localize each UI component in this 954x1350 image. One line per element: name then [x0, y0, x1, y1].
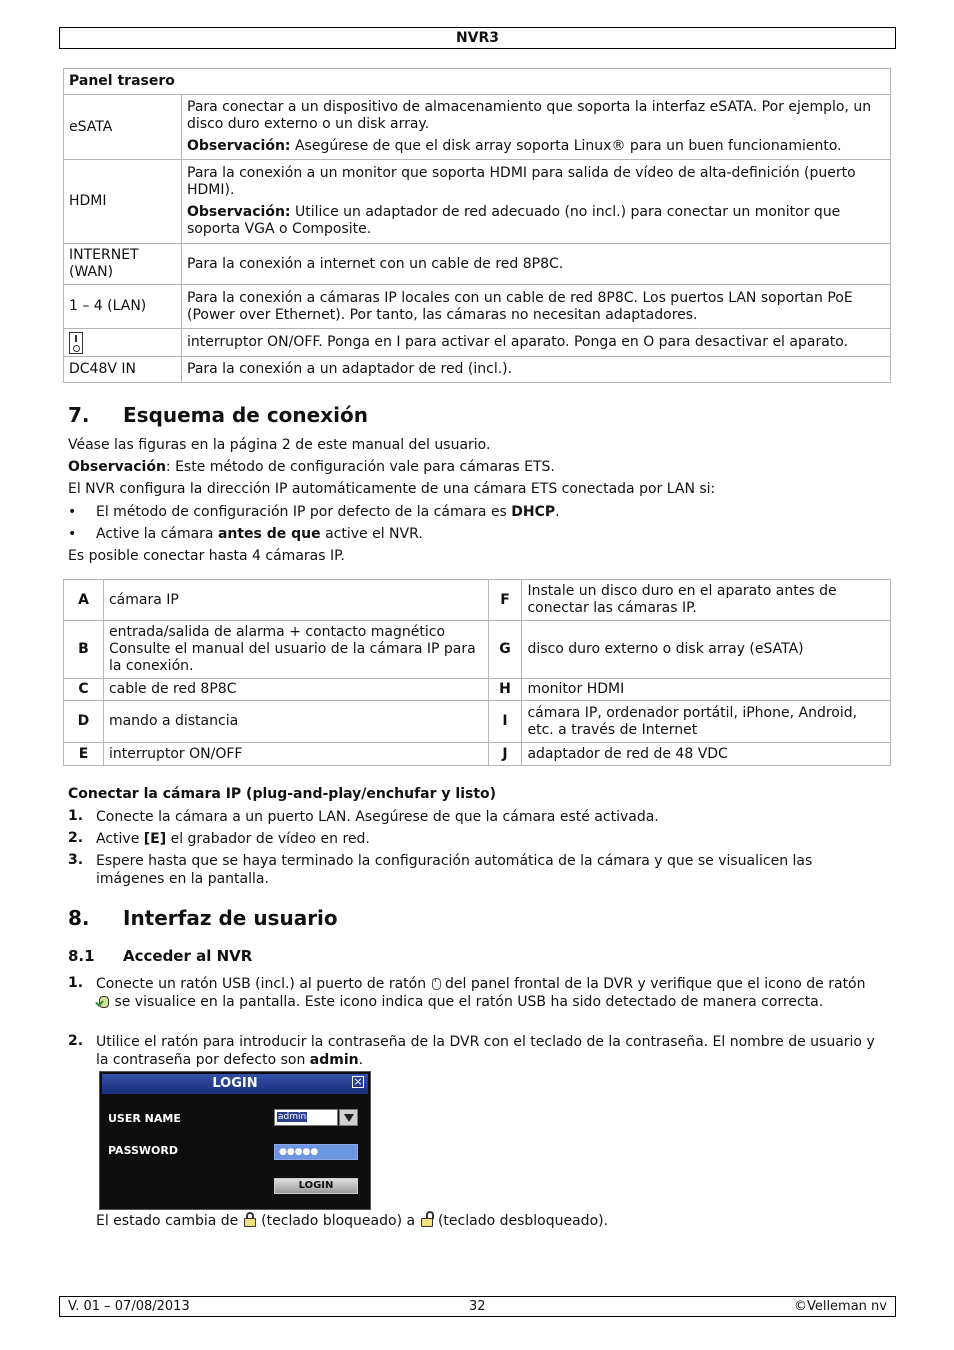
mouse-port-icon	[431, 977, 441, 989]
text: .	[555, 504, 560, 520]
table-row	[64, 69, 891, 95]
user-name-value: admin	[278, 1112, 307, 1122]
bullet: •	[68, 504, 77, 520]
legend-value: interruptor ON/OFF	[103, 743, 488, 766]
row-description: Para la conexión a internet con un cable de red 8P8C.	[182, 244, 891, 285]
row-note	[187, 204, 885, 238]
text: del panel frontal de la DVR y verifique que el icono de ratón	[440, 976, 866, 992]
row-label	[64, 329, 182, 357]
bullet: •	[68, 526, 77, 542]
lock-icon	[243, 1212, 257, 1227]
step-number: 3.	[68, 852, 84, 868]
text: Utilice el ratón para introducir la contraseña de la DVR con el teclado de la contraseña. El nombre de usuario y la contraseña por defecto son	[96, 1034, 875, 1068]
text: active el NVR.	[320, 526, 423, 542]
login-dialog	[99, 1071, 371, 1210]
table-row	[64, 679, 891, 701]
user-name-label: USER NAME	[108, 1112, 181, 1125]
list-item	[68, 526, 423, 543]
table-row	[64, 580, 891, 621]
step-text: Espere hasta que se haya terminado la configuración automática de la cámara y que se visualicen las imágenes en la pantalla.	[96, 853, 813, 887]
legend-key: A	[64, 580, 104, 621]
row-label: INTERNET (WAN)	[64, 244, 182, 285]
row-description: Para la conexión a un adaptador de red (incl.).	[182, 357, 891, 383]
legend-key: F	[488, 580, 522, 621]
row-text: Para la conexión a un monitor que soporta HDMI para salida de vídeo de alta-definición (puerto HDMI).	[187, 165, 856, 198]
section-title: Interfaz de usuario	[123, 906, 338, 930]
login-title-bar	[102, 1074, 368, 1094]
legend-value: Instale un disco duro en el aparato antes de conectar las cámaras IP.	[522, 580, 891, 621]
chevron-down-icon[interactable]	[339, 1109, 358, 1126]
legend-key: G	[488, 621, 522, 679]
password-label: PASSWORD	[108, 1144, 179, 1157]
text: (teclado desbloqueado).	[433, 1213, 609, 1229]
header-title: NVR3	[455, 30, 500, 46]
text-bold: DHCP	[511, 504, 556, 520]
close-icon[interactable]: ×	[353, 1075, 363, 1088]
power-switch-icon	[69, 332, 83, 354]
section-7-heading	[68, 403, 368, 427]
row-label: HDMI	[64, 160, 182, 244]
step-text	[96, 1033, 876, 1069]
page-footer	[59, 1296, 896, 1317]
legend-value: adaptador de red de 48 VDC	[522, 743, 891, 766]
mouse-detected-icon	[96, 995, 110, 1007]
paragraph	[68, 459, 555, 476]
legend-key: I	[488, 701, 522, 743]
table-row	[64, 743, 891, 766]
text: Active la cámara	[96, 526, 218, 542]
table-row	[64, 95, 891, 160]
note-label: Observación:	[187, 204, 291, 220]
text: el grabador de vídeo en red.	[166, 831, 370, 847]
legend-key: C	[64, 679, 104, 701]
row-description	[182, 95, 891, 160]
text: (teclado bloqueado) a	[256, 1213, 420, 1229]
note-text: Utilice un adaptador de red adecuado (no incl.) para conectar un monitor que soporta VGA o Composite.	[187, 204, 841, 237]
keyboard-state-text	[96, 1212, 876, 1230]
text: Active	[96, 831, 144, 847]
paragraph: Véase las figuras en la página 2 de este manual del usuario.	[68, 437, 491, 453]
text: El estado cambia de	[96, 1213, 243, 1229]
list-item	[68, 504, 560, 521]
unlock-icon	[420, 1212, 434, 1227]
legend-value: monitor HDMI	[522, 679, 891, 701]
table-row	[64, 621, 891, 679]
legend-value: entrada/salida de alarma + contacto magnético Consulte el manual del usuario de la cámara IP para la conexión.	[103, 621, 488, 679]
note-text: : Este método de configuración vale para cámaras ETS.	[165, 459, 555, 475]
subsection-number: 8.1	[68, 947, 95, 965]
row-label: 1 – 4 (LAN)	[64, 285, 182, 329]
legend-key: D	[64, 701, 104, 743]
legend-value: mando a distancia	[103, 701, 488, 743]
row-description: Para la conexión a cámaras IP locales con un cable de red 8P8C. Los puertos LAN soportan PoE (Power over Ethernet). Por tanto, las cámaras no necesitan adaptadores.	[182, 285, 891, 329]
section-number: 8.	[68, 906, 90, 930]
row-note	[187, 138, 885, 155]
text: se visualice en la pantalla. Este icono indica que el ratón USB ha sido detectado de manera correcta.	[110, 994, 824, 1010]
subsection-heading	[68, 947, 252, 965]
text-bold: [E]	[143, 831, 167, 847]
step-number: 1.	[68, 975, 84, 991]
text: Conecte un ratón USB (incl.) al puerto de ratón	[96, 976, 431, 992]
login-title: LOGIN	[212, 1076, 258, 1091]
note-label: Observación	[68, 459, 166, 475]
table-row	[64, 329, 891, 357]
text-bold: antes de que	[217, 526, 321, 542]
text: .	[358, 1052, 364, 1068]
step-number: 2.	[68, 1033, 84, 1049]
footer-copyright: ©Velleman nv	[793, 1299, 887, 1314]
row-text: Para conectar a un dispositivo de almacenamiento que soporta la interfaz eSATA. Por ejemplo, un disco duro externo o un disk array.	[187, 99, 872, 132]
subsection-title: Acceder al NVR	[123, 947, 253, 965]
legend-key: E	[64, 743, 104, 766]
table-row	[64, 160, 891, 244]
legend-key: J	[488, 743, 522, 766]
page-header	[59, 27, 896, 49]
note-text: Asegúrese de que el disk array soporta Linux® para un buen funcionamiento.	[294, 138, 842, 154]
table-row	[64, 701, 891, 743]
text-bold: admin	[309, 1052, 359, 1068]
legend-value: disco duro externo o disk array (eSATA)	[522, 621, 891, 679]
subheading: Conectar la cámara IP (plug-and-play/enchufar y listo)	[68, 786, 497, 802]
section-number: 7.	[68, 403, 90, 427]
step-number: 2.	[68, 830, 84, 846]
row-description	[182, 160, 891, 244]
footer-page-number: 32	[469, 1299, 486, 1314]
note-label: Observación:	[187, 138, 291, 154]
legend-key: B	[64, 621, 104, 679]
step-number: 1.	[68, 808, 84, 824]
login-button[interactable]: LOGIN	[274, 1178, 358, 1194]
user-name-select[interactable]	[274, 1109, 338, 1126]
paragraph: El NVR configura la dirección IP automáticamente de una cámara ETS conectada por LAN si:	[68, 481, 716, 497]
step-text: Conecte la cámara a un puerto LAN. Asegúrese de que la cámara esté activada.	[96, 809, 659, 825]
section-8-heading	[68, 906, 338, 930]
rear-panel-heading: Panel trasero	[64, 69, 891, 95]
rear-panel-table	[63, 68, 891, 383]
row-description: interruptor ON/OFF. Ponga en I para activar el aparato. Ponga en O para desactivar el aparato.	[182, 329, 891, 357]
row-label: DC48V IN	[64, 357, 182, 383]
table-row	[64, 244, 891, 285]
password-field[interactable]: ●●●●●	[274, 1144, 358, 1160]
paragraph: Es posible conectar hasta 4 cámaras IP.	[68, 548, 345, 564]
step-text	[96, 975, 876, 1011]
text: El método de configuración IP por defecto de la cámara es	[96, 504, 512, 520]
row-label: eSATA	[64, 95, 182, 160]
table-row	[64, 285, 891, 329]
footer-version: V. 01 – 07/08/2013	[68, 1299, 190, 1314]
legend-value: cable de red 8P8C	[103, 679, 488, 701]
section-title: Esquema de conexión	[123, 403, 368, 427]
legend-key: H	[488, 679, 522, 701]
legend-value: cámara IP	[103, 580, 488, 621]
legend-table	[63, 579, 891, 766]
table-row	[64, 357, 891, 383]
step-text	[96, 830, 876, 848]
legend-value: cámara IP, ordenador portátil, iPhone, Android, etc. a través de Internet	[522, 701, 891, 743]
